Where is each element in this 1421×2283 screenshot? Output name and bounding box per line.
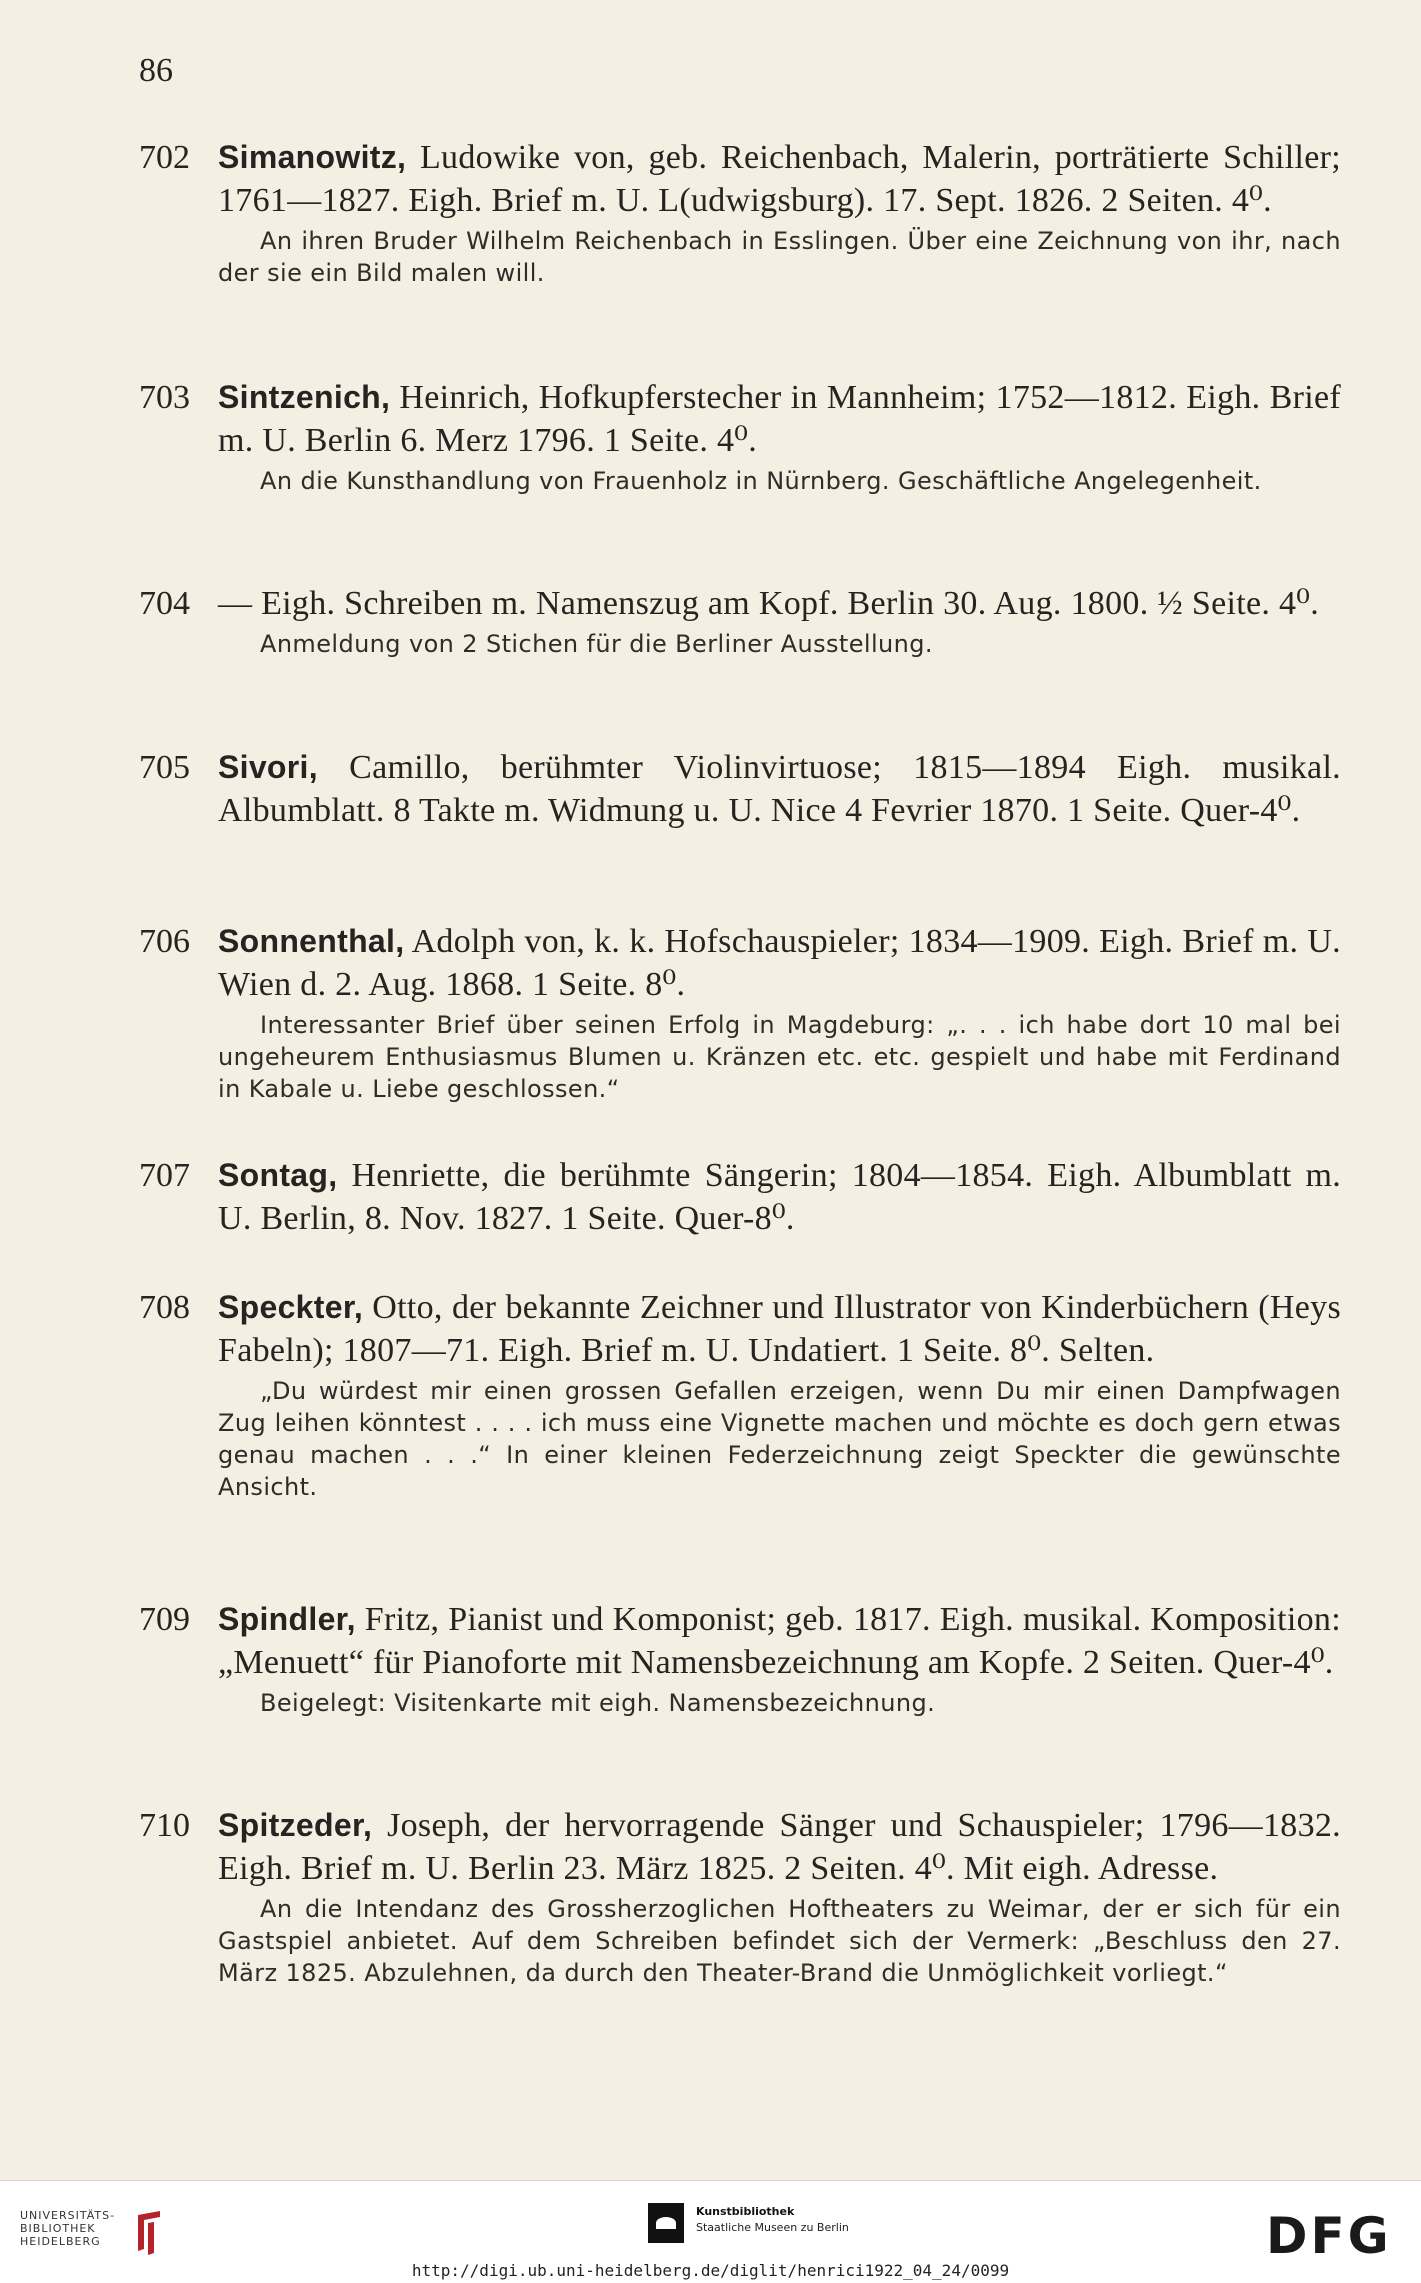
entry-text: — Eigh. Schreiben m. Namenszug am Kopf. Berlin 30. Aug. 1800. ½ Seite. 4⁰. [218,585,1320,622]
entry-main [218,1286,1341,1372]
entry-707 [139,1154,1341,1240]
entry-704 [139,582,1341,660]
lot-number: 709 [139,1601,190,1638]
entry-note: An ihren Bruder Wilhelm Reichenbach in Esslingen. Über eine Zeichnung von ihr, nach der sie ein Bild malen will. [218,227,1341,287]
entry-name: Sontag, [218,1157,338,1193]
entry-705 [139,746,1341,832]
entry-name: Simanowitz, [218,139,407,175]
library-title: Kunstbibliothek [696,2205,795,2218]
lot-number: 710 [139,1807,190,1844]
lot-number: 708 [139,1289,190,1326]
entry-text: Otto, der bekannte Zeichner und Illustrator von Kinderbüchern (Heys Fabeln); 1807—71. Eigh. Brief m. U. Undatiert. 1 Seite. 8⁰. Selten. [218,1289,1341,1369]
entry-main [218,1154,1341,1240]
entry-main [218,376,1341,462]
entry-name: Spindler, [218,1601,356,1637]
entry-main [218,582,1341,625]
entry-703 [139,376,1341,497]
lot-number: 703 [139,379,190,416]
entry-note: Anmeldung von 2 Stichen für die Berliner Ausstellung. [260,630,933,658]
eagle-icon [648,2203,684,2243]
entry-name: Sintzenich, [218,379,391,415]
lot-number: 707 [139,1157,190,1194]
entry-text: Ludowike von, geb. Reichenbach, Malerin, porträtierte Schiller; 1761—1827. Eigh. Brief m. U. L(udwigsburg). 17. Sept. 1826. 2 Seiten. 4⁰. [218,139,1341,219]
entry-702 [139,136,1341,289]
entry-name: Spitzeder, [218,1807,373,1843]
page-number: 86 [139,52,173,89]
entry-text: Henriette, die berühmte Sängerin; 1804—1854. Eigh. Albumblatt m. U. Berlin, 8. Nov. 1827. 1 Seite. Quer-8⁰. [218,1157,1341,1237]
entry-note: Interessanter Brief über seinen Erfolg in Magdeburg: „. . . ich habe dort 10 mal bei ungeheurem Enthusiasmus Blumen u. Kränzen etc. etc. gespielt und habe mit Ferdinand in Kabale u. Liebe geschlossen.“ [218,1011,1341,1103]
entry-main [218,136,1341,222]
footer-bar [0,2180,1421,2283]
entry-709 [139,1598,1341,1719]
lot-number: 704 [139,585,190,622]
source-url[interactable]: http://digi.ub.uni-heidelberg.de/diglit/henrici1922_04_24/0099 [411,2261,1010,2280]
lot-number: 702 [139,139,190,176]
entry-706 [139,920,1341,1105]
entry-note: Beigelegt: Visitenkarte mit eigh. Namensbezeichnung. [260,1689,936,1717]
lot-number: 706 [139,923,190,960]
entry-name: Sivori, [218,749,318,785]
lot-number: 705 [139,749,190,786]
kunstbibliothek-logo[interactable] [648,2203,898,2253]
entry-text: Adolph von, k. k. Hofschauspieler; 1834—1909. Eigh. Brief m. U. Wien d. 2. Aug. 1868. 1 Seite. 8⁰. [218,923,1341,1003]
entry-main [218,1804,1341,1890]
entry-note: „Du würdest mir einen grossen Gefallen erzeigen, wenn Du mir einen Dampfwagen Zug leihen könntest . . . . ich muss eine Vignette machen und möchte es doch gern etwas genau machen . . .“ In einer kleinen Federzeichnung zeigt Speckter die gewünschte Ansicht. [218,1377,1341,1501]
entry-main [218,1598,1341,1684]
entry-text: Camillo, berühmter Violinvirtuose; 1815—1894 Eigh. musikal. Albumblatt. 8 Takte m. Widmung u. U. Nice 4 Fevrier 1870. 1 Seite. Quer-4⁰. [218,749,1341,829]
dfg-logo[interactable]: DFG [1266,2207,1392,2265]
entry-note: An die Kunsthandlung von Frauenholz in Nürnberg. Geschäftliche Angelegenheit. [260,467,1262,495]
entry-note: An die Intendanz des Grossherzoglichen Hoftheaters zu Weimar, der er sich für ein Gastspiel anbietet. Auf dem Schreiben befindet sich der Vermerk: „Beschluss den 27. März 1825. Abzulehnen, da durch den Theater-Brand die Unmöglichkeit vorliegt.“ [218,1895,1341,1987]
entry-710 [139,1804,1341,1989]
entry-708 [139,1286,1341,1503]
university-library-logo[interactable] [20,2209,190,2259]
entry-main [218,746,1341,832]
entry-name: Sonnenthal, [218,923,405,959]
entry-name: Speckter, [218,1289,364,1325]
library-subtitle: Staatliche Museen zu Berlin [696,2221,849,2234]
university-name: UNIVERSITÄTS- BIBLIOTHEK HEIDELBERG [20,2209,116,2248]
entry-main [218,920,1341,1006]
university-emblem-icon [130,2209,170,2255]
entry-text: Heinrich, Hofkupferstecher in Mannheim; 1752—1812. Eigh. Brief m. U. Berlin 6. Merz 1796. 1 Seite. 4⁰. [218,379,1341,459]
entry-text: Joseph, der hervorragende Sänger und Schauspieler; 1796—1832. Eigh. Brief m. U. Berlin 23. März 1825. 2 Seiten. 4⁰. Mit eigh. Adresse. [218,1807,1341,1887]
entry-text: Fritz, Pianist und Komponist; geb. 1817. Eigh. musikal. Komposition: „Menuett“ für Pianoforte mit Namensbezeichnung am Kopfe. 2 Seiten. Quer-4⁰. [218,1601,1341,1681]
